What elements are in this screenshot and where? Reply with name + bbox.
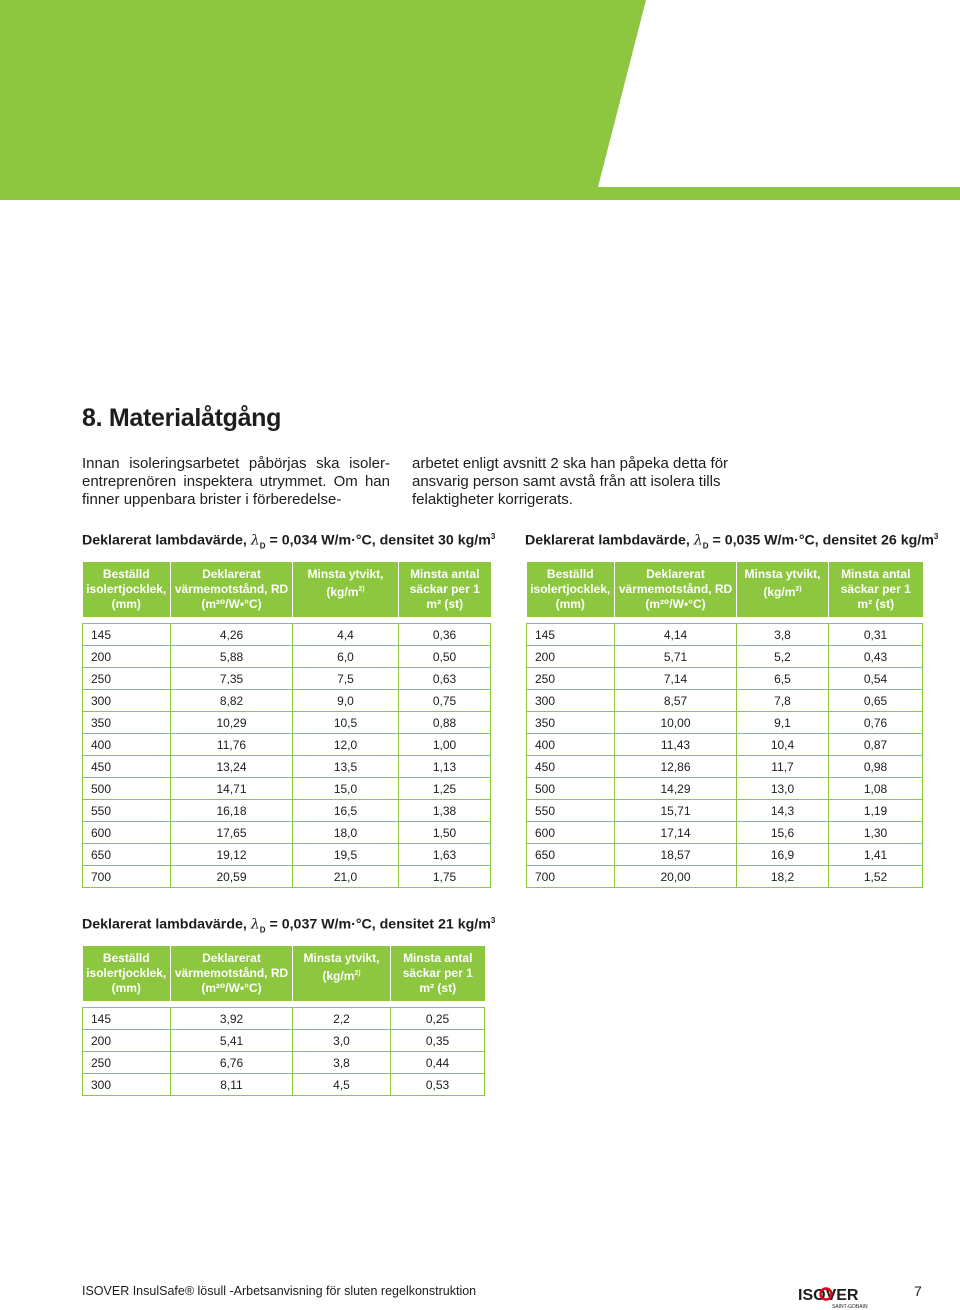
heading-unit-exponent: 3 bbox=[933, 532, 939, 541]
column-header bbox=[615, 562, 737, 617]
table-cell: 5,2 bbox=[737, 646, 829, 668]
lambda-subscript: D bbox=[702, 541, 709, 551]
lambda-symbol: λ bbox=[693, 532, 703, 549]
table-cell: 1,00 bbox=[399, 734, 491, 756]
table-cell: 13,24 bbox=[171, 756, 293, 778]
table-row bbox=[527, 690, 923, 712]
table-cell: 1,41 bbox=[829, 844, 923, 866]
table-row bbox=[83, 1052, 485, 1074]
table-cell: 0,88 bbox=[399, 712, 491, 734]
table-cell: 700 bbox=[527, 866, 615, 888]
banner-white-wedge bbox=[598, 0, 960, 187]
table-row bbox=[527, 844, 923, 866]
column-header bbox=[293, 946, 391, 1001]
table-row bbox=[527, 778, 923, 800]
table-row bbox=[83, 668, 491, 690]
table-heading-0035 bbox=[525, 532, 938, 551]
column-header bbox=[171, 946, 293, 1001]
table-cell: 4,4 bbox=[293, 624, 399, 646]
table-cell: 6,0 bbox=[293, 646, 399, 668]
column-header-label: Deklarerat värmemotstånd, RD (m²⁰/W•°C) bbox=[618, 567, 733, 611]
table-cell: 200 bbox=[83, 1030, 171, 1052]
table-cell: 15,0 bbox=[293, 778, 399, 800]
table-row bbox=[83, 734, 491, 756]
table-cell: 10,4 bbox=[737, 734, 829, 756]
material-table-0034 bbox=[82, 562, 491, 888]
header-banner bbox=[0, 0, 960, 200]
table-cell: 0,63 bbox=[399, 668, 491, 690]
table-row bbox=[527, 712, 923, 734]
footer-text: ISOVER InsulSafe® lösull -Arbetsanvisning för sluten regelkonstruktion bbox=[82, 1284, 477, 1298]
material-table-0037 bbox=[82, 946, 485, 1096]
table-cell: 4,26 bbox=[171, 624, 293, 646]
table-cell: 3,92 bbox=[171, 1008, 293, 1030]
table-cell: 11,7 bbox=[737, 756, 829, 778]
table-cell: 7,8 bbox=[737, 690, 829, 712]
table-cell: 18,2 bbox=[737, 866, 829, 888]
table-cell: 10,00 bbox=[615, 712, 737, 734]
table-heading-0034 bbox=[82, 532, 495, 551]
table-cell: 300 bbox=[83, 690, 171, 712]
column-header-exponent: 2) bbox=[795, 586, 802, 593]
table-cell: 500 bbox=[527, 778, 615, 800]
column-header-label: Beställd isolertjocklek, (mm) bbox=[86, 567, 167, 611]
table-cell: 0,98 bbox=[829, 756, 923, 778]
column-header-label: Minsta ytvikt, (kg/m bbox=[307, 567, 384, 599]
table-cell: 500 bbox=[83, 778, 171, 800]
column-header-exponent: 2) bbox=[358, 586, 365, 593]
table-cell: 0,75 bbox=[399, 690, 491, 712]
table-cell: 14,3 bbox=[737, 800, 829, 822]
table-cell: 4,5 bbox=[293, 1074, 391, 1096]
table-cell: 15,71 bbox=[615, 800, 737, 822]
column-header bbox=[399, 562, 491, 617]
table-cell: 400 bbox=[83, 734, 171, 756]
table-cell: 11,43 bbox=[615, 734, 737, 756]
table-cell: 1,08 bbox=[829, 778, 923, 800]
table-cell: 0,35 bbox=[391, 1030, 485, 1052]
table-cell: 7,5 bbox=[293, 668, 399, 690]
table-cell: 5,88 bbox=[171, 646, 293, 668]
table-cell: 600 bbox=[527, 822, 615, 844]
table-cell: 1,30 bbox=[829, 822, 923, 844]
table-cell: 4,14 bbox=[615, 624, 737, 646]
table-cell: 650 bbox=[527, 844, 615, 866]
table-header-row bbox=[83, 946, 485, 1001]
table-cell: 550 bbox=[527, 800, 615, 822]
heading-prefix: Deklarerat lambdavärde, bbox=[525, 532, 694, 549]
table-cell: 600 bbox=[83, 822, 171, 844]
lambda-symbol: λ bbox=[250, 916, 260, 933]
table-cell: 0,53 bbox=[391, 1074, 485, 1096]
column-header-label: Beställd isolertjocklek, (mm) bbox=[86, 951, 167, 995]
column-header bbox=[293, 562, 399, 617]
table-cell: 400 bbox=[527, 734, 615, 756]
table-cell: 300 bbox=[83, 1074, 171, 1096]
table-cell: 11,76 bbox=[171, 734, 293, 756]
table-cell: 450 bbox=[527, 756, 615, 778]
table-cell: 0,65 bbox=[829, 690, 923, 712]
table-cell: 350 bbox=[83, 712, 171, 734]
heading-value: = 0,034 W/m·°C, densitet 30 kg/m bbox=[265, 532, 491, 549]
table-cell: 300 bbox=[527, 690, 615, 712]
column-header-label: Minsta ytvikt, (kg/m bbox=[303, 951, 380, 983]
table-cell: 18,57 bbox=[615, 844, 737, 866]
material-table-0035 bbox=[526, 562, 923, 888]
table-row bbox=[83, 1030, 485, 1052]
heading-prefix: Deklarerat lambdavärde, bbox=[82, 916, 251, 933]
heading-value: = 0,035 W/m·°C, densitet 26 kg/m bbox=[708, 532, 934, 549]
table-cell: 5,41 bbox=[171, 1030, 293, 1052]
table-cell: 1,38 bbox=[399, 800, 491, 822]
table-cell: 16,9 bbox=[737, 844, 829, 866]
column-header-label: Minsta antal säckar per 1 m² (st) bbox=[402, 951, 473, 995]
table-cell: 17,65 bbox=[171, 822, 293, 844]
table-cell: 8,82 bbox=[171, 690, 293, 712]
table-cell: 7,35 bbox=[171, 668, 293, 690]
table-cell: 14,71 bbox=[171, 778, 293, 800]
table-cell: 19,12 bbox=[171, 844, 293, 866]
table-cell: 0,31 bbox=[829, 624, 923, 646]
table-cell: 250 bbox=[83, 668, 171, 690]
page-title: 8. Materialåtgång bbox=[82, 404, 282, 432]
column-header-exponent: 2) bbox=[354, 970, 361, 977]
table-cell: 1,52 bbox=[829, 866, 923, 888]
table-cell: 6,76 bbox=[171, 1052, 293, 1074]
table-cell: 14,29 bbox=[615, 778, 737, 800]
heading-unit-exponent: 3 bbox=[490, 916, 496, 925]
table-cell: 3,8 bbox=[293, 1052, 391, 1074]
isover-logo bbox=[796, 1284, 868, 1310]
column-header-label: Minsta ytvikt, (kg/m bbox=[744, 567, 821, 599]
table-cell: 5,71 bbox=[615, 646, 737, 668]
table-cell: 0,43 bbox=[829, 646, 923, 668]
table-row bbox=[527, 624, 923, 646]
table-cell: 1,50 bbox=[399, 822, 491, 844]
table-cell: 12,0 bbox=[293, 734, 399, 756]
table-cell: 7,14 bbox=[615, 668, 737, 690]
table-cell: 10,5 bbox=[293, 712, 399, 734]
table-cell: 21,0 bbox=[293, 866, 399, 888]
table-cell: 0,54 bbox=[829, 668, 923, 690]
table-cell: 13,0 bbox=[737, 778, 829, 800]
table-row bbox=[83, 690, 491, 712]
table-cell: 550 bbox=[83, 800, 171, 822]
table-cell: 18,0 bbox=[293, 822, 399, 844]
table-header-row bbox=[527, 562, 923, 617]
table-row bbox=[527, 822, 923, 844]
table-cell: 1,63 bbox=[399, 844, 491, 866]
table-cell: 8,11 bbox=[171, 1074, 293, 1096]
table-cell: 250 bbox=[527, 668, 615, 690]
table-row bbox=[83, 866, 491, 888]
column-header bbox=[83, 562, 171, 617]
table-row bbox=[83, 646, 491, 668]
table-cell: 350 bbox=[527, 712, 615, 734]
column-header bbox=[391, 946, 485, 1001]
table-row bbox=[527, 646, 923, 668]
table-row bbox=[83, 712, 491, 734]
column-header bbox=[83, 946, 171, 1001]
lambda-subscript: D bbox=[259, 925, 266, 935]
table-cell: 1,19 bbox=[829, 800, 923, 822]
column-header-label: Minsta antal säckar per 1 m² (st) bbox=[840, 567, 911, 611]
table-cell: 9,0 bbox=[293, 690, 399, 712]
table-cell: 15,6 bbox=[737, 822, 829, 844]
table-cell: 0,44 bbox=[391, 1052, 485, 1074]
table-row bbox=[83, 1008, 485, 1030]
table-cell: 200 bbox=[527, 646, 615, 668]
table-cell: 145 bbox=[83, 624, 171, 646]
table-cell: 200 bbox=[83, 646, 171, 668]
table-cell: 0,76 bbox=[829, 712, 923, 734]
table-cell: 17,14 bbox=[615, 822, 737, 844]
table-cell: 145 bbox=[527, 624, 615, 646]
table-cell: 19,5 bbox=[293, 844, 399, 866]
table-row bbox=[527, 734, 923, 756]
table-cell: 0,36 bbox=[399, 624, 491, 646]
table-row bbox=[83, 756, 491, 778]
table-row bbox=[527, 866, 923, 888]
column-header bbox=[829, 562, 923, 617]
logo-subtext: SAINT-GOBAIN bbox=[832, 1304, 868, 1310]
table-row bbox=[527, 800, 923, 822]
table-cell: 0,50 bbox=[399, 646, 491, 668]
table-cell: 700 bbox=[83, 866, 171, 888]
column-header-label: Deklarerat värmemotstånd, RD (m²⁰/W•°C) bbox=[174, 567, 289, 611]
heading-prefix: Deklarerat lambdavärde, bbox=[82, 532, 251, 549]
table-cell: 6,5 bbox=[737, 668, 829, 690]
table-cell: 8,57 bbox=[615, 690, 737, 712]
table-cell: 9,1 bbox=[737, 712, 829, 734]
table-row bbox=[83, 624, 491, 646]
table-cell: 3,0 bbox=[293, 1030, 391, 1052]
intro-paragraph-right: arbetet enligt avsnitt 2 ska han påpeka detta för ansvarig person samt avstå från att isolera tills felaktigheter korrigerats. bbox=[412, 455, 729, 508]
table-row bbox=[83, 844, 491, 866]
table-heading-0037 bbox=[82, 916, 495, 935]
table-header-row bbox=[83, 562, 491, 617]
table-cell: 10,29 bbox=[171, 712, 293, 734]
table-cell: 20,59 bbox=[171, 866, 293, 888]
table-cell: 16,18 bbox=[171, 800, 293, 822]
lambda-subscript: D bbox=[259, 541, 266, 551]
table-cell: 0,87 bbox=[829, 734, 923, 756]
table-cell: 2,2 bbox=[293, 1008, 391, 1030]
table-cell: 3,8 bbox=[737, 624, 829, 646]
table-cell: 20,00 bbox=[615, 866, 737, 888]
table-row bbox=[83, 822, 491, 844]
column-header-label: Deklarerat värmemotstånd, RD (m²⁰/W•°C) bbox=[174, 951, 289, 995]
table-cell: 145 bbox=[83, 1008, 171, 1030]
table-row bbox=[527, 756, 923, 778]
table-cell: 16,5 bbox=[293, 800, 399, 822]
table-cell: 0,25 bbox=[391, 1008, 485, 1030]
lambda-symbol: λ bbox=[250, 532, 260, 549]
table-cell: 250 bbox=[83, 1052, 171, 1074]
column-header bbox=[527, 562, 615, 617]
table-row bbox=[83, 1074, 485, 1096]
table-cell: 450 bbox=[83, 756, 171, 778]
table-row bbox=[527, 668, 923, 690]
heading-value: = 0,037 W/m·°C, densitet 21 kg/m bbox=[265, 916, 491, 933]
table-cell: 1,13 bbox=[399, 756, 491, 778]
column-header-label: Minsta antal säckar per 1 m² (st) bbox=[409, 567, 480, 611]
column-header-label: Beställd isolertjocklek, (mm) bbox=[530, 567, 611, 611]
table-row bbox=[83, 778, 491, 800]
intro-paragraph-left: Innan isoleringsarbetet påbörjas ska isoler-entreprenören inspektera utrymmet. Om han finner uppenbara brister i förberedelse- bbox=[82, 455, 390, 508]
logo-wordmark: ISOVER bbox=[798, 1287, 859, 1304]
table-row bbox=[83, 800, 491, 822]
column-header bbox=[171, 562, 293, 617]
page-number: 7 bbox=[914, 1283, 922, 1299]
table-cell: 1,75 bbox=[399, 866, 491, 888]
table-cell: 1,25 bbox=[399, 778, 491, 800]
table-cell: 13,5 bbox=[293, 756, 399, 778]
table-cell: 12,86 bbox=[615, 756, 737, 778]
table-cell: 650 bbox=[83, 844, 171, 866]
heading-unit-exponent: 3 bbox=[490, 532, 496, 541]
column-header bbox=[737, 562, 829, 617]
